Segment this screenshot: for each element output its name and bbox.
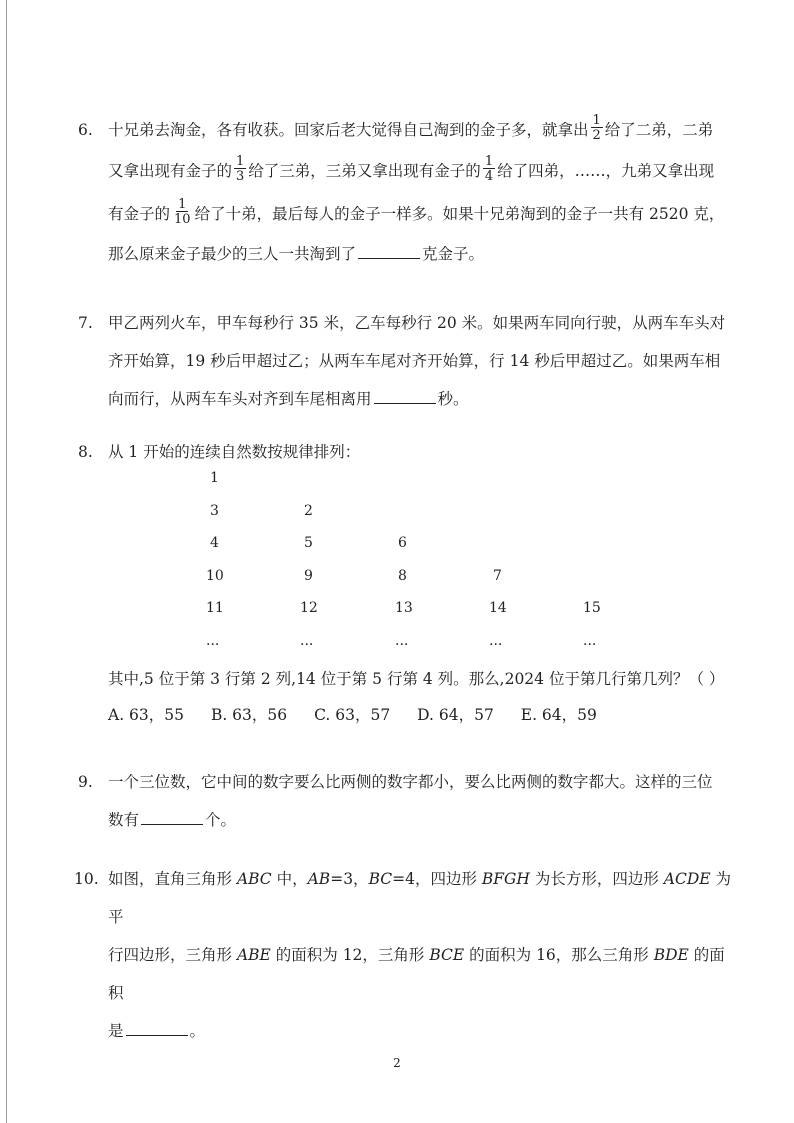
fraction: $\frac{1}{10}$ [174,197,191,227]
question-text [108,763,738,839]
grid-cell: ... [583,632,597,649]
question-7 [78,304,738,418]
question-number: 9. [78,773,93,791]
option-b[interactable]: B. 63，56 [210,706,288,724]
fraction: $\frac{1}{4}$ [484,154,494,184]
grid-cell: 14 [489,600,507,616]
margin-line [6,0,7,1123]
question-number: 10. [74,870,99,888]
option-e[interactable]: E. 64，59 [520,706,597,724]
text-line: 向而行，从两车车头对齐到车尾相离用 秒。 [108,380,738,418]
option-d[interactable]: D. 64，57 [417,706,494,724]
text-line: 十兄弟去淘金，各有收获。回家后老大觉得自己淘到的金子多，就拿出 $\frac{1}{2}$ 给了二弟，二弟 [108,113,714,143]
question-text [108,111,738,273]
question-text: 从 1 开始的连续自然数按规律排列： [108,443,361,461]
page-number: 2 [393,1056,401,1070]
grid-cell: ... [489,632,503,649]
grid-cell: 6 [398,535,407,551]
option-a[interactable]: A. 63，55 [108,706,184,724]
fraction: $\frac{1}{2}$ [592,113,601,143]
question-text [108,860,738,1050]
option-c[interactable]: C. 63，57 [314,706,391,724]
grid-cell: 3 [210,502,219,519]
grid-cell: 2 [304,502,313,519]
grid-cell: 12 [300,600,318,616]
answer-blank[interactable] [141,808,203,825]
answer-blank[interactable] [126,1019,188,1036]
grid-cell: 9 [304,567,313,584]
text-line: 有金子的 $\frac{1}{10}$ 给了十弟，最后每人的金子一样多。如果十兄弟淘到的金子一共有 2520 克， [108,197,725,227]
text-line: 齐开始算，19 秒后甲超过乙；从两车车尾对齐开始算，行 14 秒后甲超过乙。如果两车相 [108,352,721,370]
question-number: 7. [78,314,93,332]
grid-cell: 10 [206,567,224,584]
answer-options [108,704,738,726]
text-line: 甲乙两列火车，甲车每秒行 35 米，乙车每秒行 20 米。如果两车同向行驶，从两车车头对 [108,314,726,332]
question-8 [78,433,738,471]
text-line: 又拿出现有金子的 $\frac{1}{3}$ 给了三弟，三弟又拿出现有金子的 $\frac{1}{4}$ 给了四弟，……，九弟又拿出现 [108,154,715,184]
grid-cell: 7 [493,567,502,584]
question-6 [78,111,738,273]
grid-cell: 5 [304,535,313,551]
answer-blank[interactable] [358,242,420,259]
grid-cell: 8 [398,567,407,584]
question-number: 8. [78,443,93,461]
question-10 [74,860,738,1050]
fraction: $\frac{1}{3}$ [236,154,245,184]
question-9 [78,763,738,839]
answer-blank[interactable] [374,387,436,404]
grid-cell: ... [206,632,220,649]
question-text [108,304,738,418]
question-8-prompt: 其中,5 位于第 3 行第 2 列,14 位于第 5 行第 4 列。那么,2024 位于第几行第几列？（ ） [108,670,725,688]
grid-cell: 1 [210,470,219,486]
text-line: 行四边形，三角形 ABE 的面积为 12，三角形 BCE 的面积为 16，那么三角形 BDE 的面积 [108,946,725,1002]
grid-cell: 13 [395,600,413,616]
text-line: 数有 个。 [108,801,738,839]
grid-cell: ... [395,632,409,649]
grid-cell: 11 [206,600,224,616]
grid-cell: 4 [210,535,219,551]
grid-cell: ... [300,632,314,649]
grid-cell: 15 [583,600,601,616]
text-line: 如图，直角三角形 ABC 中，AB=3，BC=4，四边形 BFGH 为长方形，四边形 ACDE 为平 [108,870,732,926]
question-number: 6. [78,121,93,139]
text-line: 一个三位数，它中间的数字要么比两侧的数字都小，要么比两侧的数字都大。这样的三位 [108,773,713,791]
text-line: 那么原来金子最少的三人一共淘到了 克金子。 [108,235,738,273]
text-line: 是 。 [108,1012,738,1050]
